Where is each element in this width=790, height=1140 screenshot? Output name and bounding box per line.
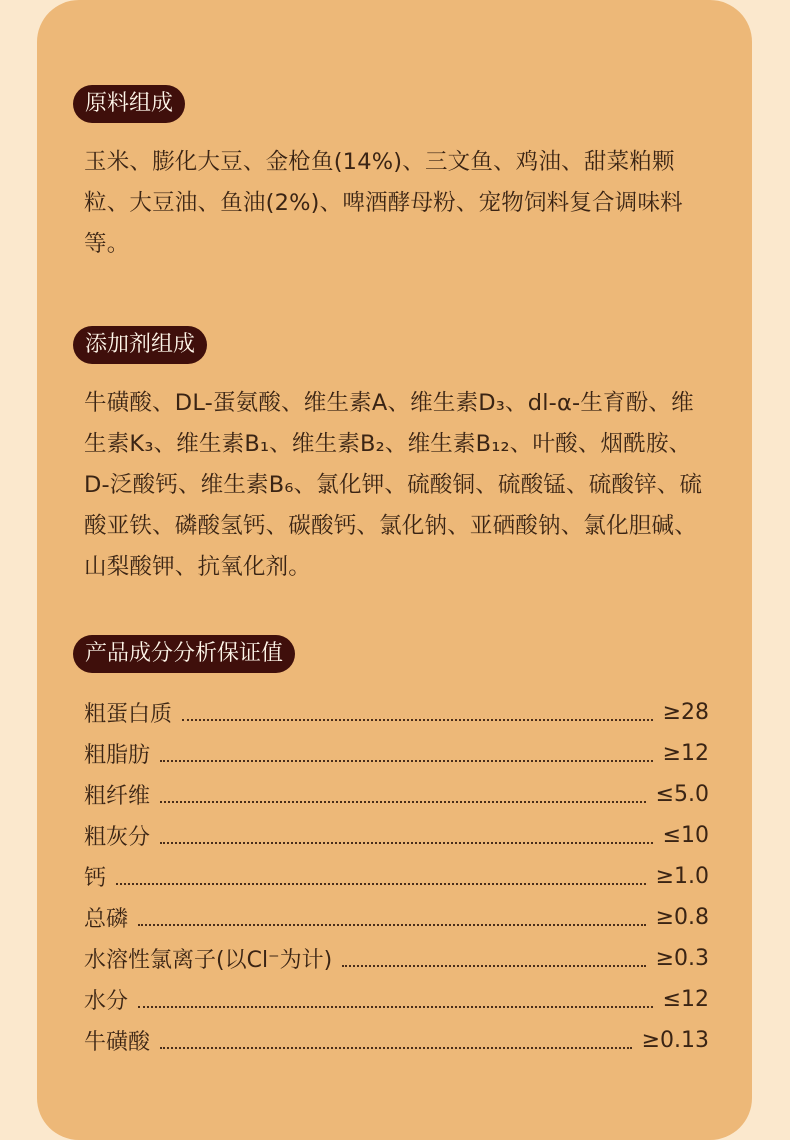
analysis-label: 钙 bbox=[84, 866, 107, 891]
analysis-row-crude-protein bbox=[84, 692, 709, 733]
analysis-row-crude-fat bbox=[84, 733, 709, 774]
analysis-row-calcium bbox=[84, 856, 709, 897]
dotted-leader bbox=[160, 1047, 632, 1049]
analysis-value: ≤10 bbox=[662, 823, 709, 848]
dotted-leader bbox=[160, 842, 653, 844]
analysis-label: 粗灰分 bbox=[84, 825, 151, 850]
dotted-leader bbox=[160, 801, 646, 803]
dotted-leader bbox=[160, 760, 653, 762]
analysis-title: 产品成分分析保证值 bbox=[73, 635, 295, 673]
raw-materials-text: 玉米、膨化大豆、金枪鱼(14%)、三文鱼、鸡油、甜菜粕颗粒、大豆油、鱼油(2%)、啤酒酵母粉、宠物饲料复合调味料等。 bbox=[84, 149, 683, 257]
analysis-row-crude-fiber bbox=[84, 774, 709, 815]
analysis-row-taurine bbox=[84, 1020, 709, 1061]
dotted-leader bbox=[182, 719, 653, 721]
analysis-value: ≥0.13 bbox=[641, 1028, 709, 1053]
analysis-value: ≤12 bbox=[662, 987, 709, 1012]
analysis-table bbox=[84, 692, 709, 1061]
analysis-label: 水溶性氯离子(以Cl⁻为计) bbox=[84, 948, 333, 973]
additives-title: 添加剂组成 bbox=[73, 326, 207, 364]
raw-materials-title: 原料组成 bbox=[73, 85, 185, 123]
dotted-leader bbox=[116, 883, 646, 885]
additives-text: 牛磺酸、DL-蛋氨酸、维生素A、维生素D₃、dl-α-生育酚、维生素K₃、维生素B₁、维生素B₂、维生素B₁₂、叶酸、烟酰胺、D-泛酸钙、维生素B₆、氯化钾、硫酸铜、硫酸锰、硫酸锌、硫酸亚铁、磷酸氢钙、碳酸钙、氯化钠、亚硒酸钠、氯化胆碱、山梨酸钾、抗氧化剂。 bbox=[84, 390, 703, 580]
analysis-label: 水分 bbox=[84, 989, 129, 1014]
analysis-value: ≥28 bbox=[662, 700, 709, 725]
analysis-value: ≥12 bbox=[662, 741, 709, 766]
analysis-label: 粗蛋白质 bbox=[84, 702, 173, 727]
analysis-label: 粗纤维 bbox=[84, 784, 151, 809]
analysis-value: ≥0.8 bbox=[655, 905, 709, 930]
dotted-leader bbox=[342, 965, 645, 967]
analysis-value: ≥1.0 bbox=[655, 864, 709, 889]
analysis-row-total-phosphorus bbox=[84, 897, 709, 938]
dotted-leader bbox=[138, 924, 646, 926]
analysis-row-chloride bbox=[84, 938, 709, 979]
analysis-label: 牛磺酸 bbox=[84, 1030, 151, 1055]
analysis-label: 总磷 bbox=[84, 907, 129, 932]
analysis-row-moisture bbox=[84, 979, 709, 1020]
analysis-value: ≤5.0 bbox=[655, 782, 709, 807]
dotted-leader bbox=[138, 1006, 653, 1008]
analysis-row-crude-ash bbox=[84, 815, 709, 856]
analysis-value: ≥0.3 bbox=[655, 946, 709, 971]
analysis-label: 粗脂肪 bbox=[84, 743, 151, 768]
